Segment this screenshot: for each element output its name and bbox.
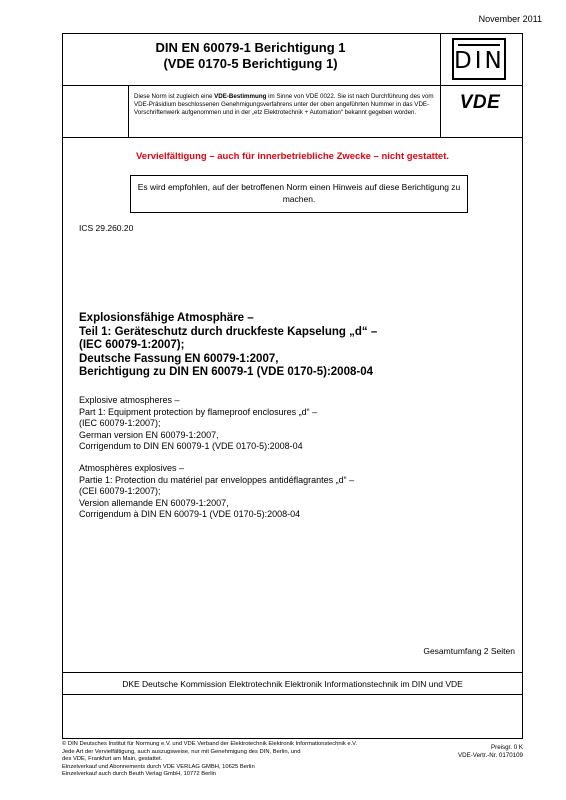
intro-text-end: im Sinne von VDE 0022. Sie ist nach Durchführung des vom VDE-Präsidium beschlossenen Genehmigungsverfahrens unter der oben angeführten Nummer in das VDE-Vorschriftenwerk aufgenommen und in der „etz Elektrotechnik + Automation“ bekannt gegeben worden. bbox=[134, 93, 434, 116]
ics-code: ICS 29.260.20 bbox=[79, 223, 134, 233]
title-line-1: DIN EN 60079-1 Berichtigung 1 bbox=[155, 40, 346, 55]
divider-dke-bottom bbox=[62, 694, 523, 695]
recommendation-note: Es wird empfohlen, auf der betroffenen Norm einen Hinweis auf diese Berichtigung zu machen. bbox=[130, 175, 468, 213]
divider-intro-bottom bbox=[62, 137, 523, 138]
divider-header bbox=[62, 85, 523, 86]
title-line-2: (VDE 0170-5 Berichtigung 1) bbox=[163, 56, 338, 71]
divider-logo-column bbox=[440, 33, 441, 137]
intro-text-start: Diese Norm ist zugleich eine bbox=[134, 93, 215, 100]
din-logo-text: DIN bbox=[454, 48, 505, 74]
din-logo-bar bbox=[458, 44, 500, 46]
publication-date: November 2011 bbox=[478, 14, 542, 24]
intro-text-bold: VDE-Bestimmung bbox=[214, 93, 267, 100]
page-count: Gesamtumfang 2 Seiten bbox=[423, 646, 515, 656]
price-footer: Preisgr. 0 K VDE-Vertr.-Nr. 0170109 bbox=[458, 744, 523, 759]
vde-intro-text bbox=[134, 93, 434, 117]
copy-warning: Vervielfältigung – auch für innerbetriebliche Zwecke – nicht gestattet. bbox=[135, 151, 450, 162]
dke-line: DKE Deutsche Kommission Elektrotechnik Elektronik Informationstechnik im DIN und VDE bbox=[122, 679, 463, 689]
title-french: Atmosphères explosives – Partie 1: Protection du matériel par enveloppes antidéflagrantes „d“ – (CEI 60079-1:2007); Version allemande EN 60079-1:2007, Corrigendum à DIN EN 60079-1 (VDE 0170-5):2008-04 bbox=[79, 463, 355, 519]
page-title bbox=[63, 40, 438, 72]
title-english: Explosive atmospheres – Part 1: Equipment protection by flameproof enclosures „d“ – (IEC 60079-1:2007); German version EN 60079-1:2007, Corrigendum to DIN EN 60079-1 (VDE 0170-5):2008-04 bbox=[79, 395, 318, 451]
copyright-footer: © DIN Deutsches Institut für Normung e.V. und VDE Verband der Elektrotechnik Elektronik Informationstechnik e.V. Jede Art der Vervielfältigung, auch auszugsweise, nur mit Genehmigung des DIN, Berlin, und des VDE, Frankfurt am Main, gestattet. Einzelverkauf und Abonnements durch VDE VERLAG GMBH, 10625 Berlin Einzelverkauf auch durch Beuth Verlag GmbH, 10772 Berlin bbox=[62, 741, 358, 777]
divider-footer-top bbox=[62, 672, 523, 673]
din-logo bbox=[452, 38, 506, 80]
cover-frame bbox=[62, 33, 523, 739]
vde-logo: VDE bbox=[459, 92, 501, 113]
divider-intro-left bbox=[128, 85, 129, 137]
title-german: Explosionsfähige Atmosphäre – Teil 1: Geräteschutz durch druckfeste Kapselung „d“ – (IEC 60079-1:2007); Deutsche Fassung EN 60079-1:2007, Berichtigung zu DIN EN 60079-1 (VDE 0170-5):2008-04 bbox=[79, 312, 378, 378]
